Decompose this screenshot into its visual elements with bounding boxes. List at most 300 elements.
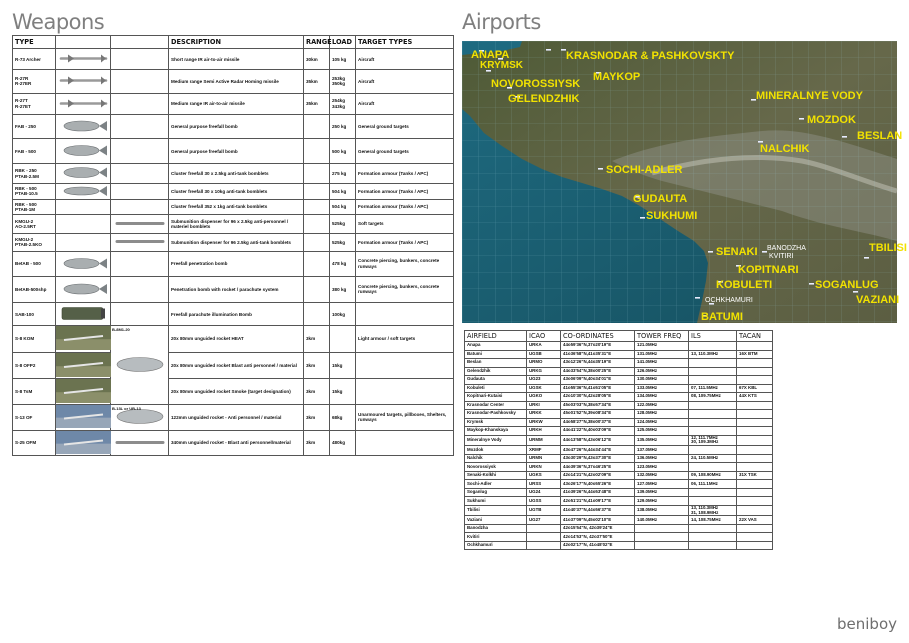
weapon-target-cell: Unarmoured targets, pillboxes, Shelters, runways [356, 405, 454, 430]
weapon-image [56, 164, 111, 181]
launcher-label-b13: B-13L or UB-13 [112, 406, 141, 412]
icao-cell: XRMF [527, 446, 561, 455]
coordinates-cell: 43o47'26"N,44o34'44"E [561, 446, 635, 455]
weapon-load-cell: 15kg [330, 378, 356, 404]
tower-freq-cell: 128.0MHz [635, 410, 689, 419]
tacan-cell [737, 401, 773, 410]
weapons-title: Weapons [12, 10, 105, 34]
airport-row [465, 376, 773, 385]
coordinates-cell: 41o39'26"N,44o53'48"E [561, 488, 635, 497]
airport-row [465, 359, 773, 368]
launcher-cell [111, 430, 169, 455]
icao-cell [527, 524, 561, 533]
weapons-header-range: RANGE [304, 36, 330, 49]
map-label: MAYKOP [593, 71, 641, 83]
map-label: OCHKHAMURI [705, 297, 753, 304]
weapon-image-cell [56, 352, 111, 378]
ils-cell [689, 427, 737, 436]
coordinates-cell: 43o30'29"N,43o37'30"E [561, 454, 635, 463]
map-label: BATUMI [701, 311, 743, 323]
ils-cell [689, 446, 737, 455]
weapon-image [56, 115, 111, 137]
weapon-type-cell: FAB - 500 [13, 139, 56, 164]
launcher-cell-b8 [111, 326, 169, 405]
weapon-image [56, 70, 111, 91]
weapon-image-cell [56, 276, 111, 302]
icao-cell: URKW [527, 418, 561, 427]
map-label: NOVOROSSIYSK [491, 78, 581, 90]
tacan-cell [737, 367, 773, 376]
weapons-header-launcher [111, 36, 169, 49]
tower-freq-cell: 125.0MHz [635, 427, 689, 436]
map-label: MINERALNYE VODY [756, 90, 863, 102]
tacan-cell [737, 524, 773, 533]
tacan-cell [737, 497, 773, 506]
tacan-cell [737, 342, 773, 351]
coordinates-cell: 45o01'52"N,39o08'34"E [561, 410, 635, 419]
tower-freq-cell: 136.0MHz [635, 454, 689, 463]
weapon-target-cell: Concrete piercing, bunkers, concrete runways [356, 276, 454, 302]
tacan-cell [737, 454, 773, 463]
map-label: SOGANLUG [815, 279, 879, 291]
launcher-cell [111, 214, 169, 233]
ils-cell [689, 533, 737, 542]
weapon-image [56, 353, 111, 377]
weapon-description-cell: 20x 80mm unguided rocket HEAT [169, 326, 304, 352]
weapon-image [56, 252, 111, 275]
airfield-cell: Anapa [465, 342, 527, 351]
tower-freq-cell: 135.0MHz [635, 435, 689, 446]
weapon-range-cell: 3km [304, 352, 330, 378]
airport-row [465, 463, 773, 472]
weapon-type-cell: RBK - 500 PTAB-10.5 [13, 183, 56, 199]
map-label: VAZIANI [856, 294, 900, 306]
weapons-row [13, 214, 454, 233]
airport-row [465, 497, 773, 506]
weapon-image-cell [56, 183, 111, 199]
weapon-image-cell [56, 405, 111, 430]
ils-cell [689, 410, 737, 419]
tower-freq-cell: 121.0MHz [635, 342, 689, 351]
icao-cell: URKI [527, 401, 561, 410]
tower-freq-cell: 132.0MHz [635, 471, 689, 480]
weapon-target-cell [356, 430, 454, 455]
icao-cell: UGKO [527, 393, 561, 402]
tacan-cell [737, 533, 773, 542]
weapon-range-cell: 35km [304, 70, 330, 93]
airfield-cell: Mineralnye Vody [465, 435, 527, 446]
weapon-description-cell: 20x 80mm unguided rocket Smoke (target designation) [169, 378, 304, 404]
airfield-cell: Kvitiri [465, 533, 527, 542]
weapon-target-cell: Aircraft [356, 93, 454, 114]
weapon-image-cell [56, 199, 111, 214]
weapon-type-cell: RBK - 250 PTAB-2.5M [13, 164, 56, 183]
airport-row [465, 480, 773, 489]
ils-cell [689, 488, 737, 497]
airports-header-ils: ILS [689, 331, 737, 342]
tower-freq-cell: 138.0MHz [635, 505, 689, 516]
airport-row [465, 350, 773, 359]
airfield-cell: Banodzha [465, 524, 527, 533]
launcher-cell [111, 70, 169, 93]
airfield-cell: Ochkhamuri [465, 541, 527, 550]
weapon-image [56, 326, 111, 350]
weapon-description-cell: Penetration bomb with rocket / parachute system [169, 276, 304, 302]
weapon-description-cell: 122mm unguided rocket - Anti personnel / material [169, 405, 304, 430]
icao-cell: UGSK [527, 384, 561, 393]
weapons-row [13, 405, 454, 430]
weapon-range-cell: 3km [304, 378, 330, 404]
ils-cell [689, 463, 737, 472]
coordinates-cell: 44o41'22"N,40o03'09"E [561, 427, 635, 436]
weapon-image [56, 184, 111, 198]
airfield-cell: Krasnodar-Pashkovsky [465, 410, 527, 419]
icao-cell: URMN [527, 454, 561, 463]
tower-freq-cell: 122.0MHz [635, 401, 689, 410]
airfield-cell: Senaki-Kolkhi [465, 471, 527, 480]
runway-marker [695, 297, 700, 299]
tower-freq-cell: 126.0MHz [635, 367, 689, 376]
tacan-cell [737, 376, 773, 385]
weapon-range-cell: 3km [304, 326, 330, 352]
weapon-image [56, 277, 111, 301]
coordinates-cell: 43o12'26"N,44o35'19"E [561, 359, 635, 368]
launcher-image [111, 215, 169, 232]
tacan-cell: 67X KBL [737, 384, 773, 393]
tower-freq-cell [635, 541, 689, 550]
coordinates-cell: 42o10'30"N,42o28'05"E [561, 393, 635, 402]
weapons-header-load: LOAD [330, 36, 356, 49]
airports-header-airfield: AIRFIELD [465, 331, 527, 342]
tacan-cell: 31X TSK [737, 471, 773, 480]
launcher-image [111, 431, 169, 454]
icao-cell: UGSS [527, 497, 561, 506]
tacan-cell [737, 505, 773, 516]
airport-row [465, 471, 773, 480]
ils-cell [689, 376, 737, 385]
airport-row [465, 446, 773, 455]
launcher-label-b8: B-8M1-20 [112, 327, 130, 333]
airfield-cell: Kobuleti [465, 384, 527, 393]
launcher-cell [111, 114, 169, 138]
coordinates-cell: 44o33'54"N,38o00'25"E [561, 367, 635, 376]
weapons-header-type: TYPE [13, 36, 56, 49]
launcher-cell-b13 [111, 405, 169, 430]
weapon-type-cell: S-8 TsM [13, 378, 56, 404]
icao-cell: URMO [527, 359, 561, 368]
launcher-image [111, 352, 169, 377]
weapons-row [13, 70, 454, 93]
coordinates-cell: 41o36'58"N,41o35'31"E [561, 350, 635, 359]
airport-row [465, 516, 773, 525]
tacan-cell [737, 435, 773, 446]
weapons-row [13, 183, 454, 199]
weapon-type-cell: R-73 Archer [13, 49, 56, 70]
ils-cell: 07, 111.5MHz [689, 384, 737, 393]
weapons-header-description: DESCRIPTION [169, 36, 304, 49]
weapon-target-cell: General ground targets [356, 114, 454, 138]
weapons-row [13, 164, 454, 183]
tacan-cell [737, 427, 773, 436]
airfield-cell: Novorossiysk [465, 463, 527, 472]
weapon-range-cell [304, 114, 330, 138]
weapon-target-cell: Concrete piercing, bunkers, concrete runways [356, 251, 454, 276]
tacan-cell [737, 359, 773, 368]
ils-cell [689, 359, 737, 368]
airports-body [465, 342, 773, 550]
weapon-image-cell [56, 93, 111, 114]
tacan-cell: 44X KTS [737, 393, 773, 402]
weapon-load-cell: 105 kg [330, 49, 356, 70]
coordinates-cell: 42o14'21"N,42o02'09"E [561, 471, 635, 480]
tower-freq-cell: 137.0MHz [635, 446, 689, 455]
weapon-target-cell: Formation armour (Tanks / APC) [356, 164, 454, 183]
weapon-description-cell: Cluster freefall 30 x 2.5kg anti-tank bomblets [169, 164, 304, 183]
icao-cell: URKN [527, 463, 561, 472]
airfield-cell: Nalchik [465, 454, 527, 463]
launcher-cell [111, 93, 169, 114]
tower-freq-cell: 130.0MHz [635, 376, 689, 385]
map-label: SOCHI-ADLER [606, 164, 683, 176]
weapon-target-cell [356, 378, 454, 404]
weapons-row [13, 378, 454, 404]
icao-cell: UGTB [527, 505, 561, 516]
coordinates-cell: 44o59'36"N,37o20'19"E [561, 342, 635, 351]
weapon-range-cell [304, 234, 330, 251]
tower-freq-cell: 140.0MHz [635, 516, 689, 525]
weapons-row [13, 352, 454, 378]
weapon-range-cell [304, 214, 330, 233]
weapon-description-cell: General purpose freefall bomb [169, 139, 304, 164]
weapon-image [56, 303, 111, 324]
icao-cell: URKA [527, 342, 561, 351]
map-label: TBILISI [869, 242, 907, 254]
weapon-image-cell [56, 378, 111, 404]
airports-table [464, 330, 773, 550]
tower-freq-cell [635, 524, 689, 533]
weapon-image [56, 405, 111, 428]
weapon-range-cell: 3km [304, 430, 330, 455]
tacan-cell [737, 410, 773, 419]
weapon-image-cell [56, 164, 111, 183]
airports-header-icao: ICAO [527, 331, 561, 342]
map-label: SENAKI [716, 246, 758, 258]
weapons-header-target-types: TARGET TYPES [356, 36, 454, 49]
ils-cell [689, 418, 737, 427]
weapon-description-cell: Freefall parachute illumination Bomb [169, 303, 304, 326]
weapon-range-cell: 30km [304, 49, 330, 70]
map-label: BANODZHA [767, 245, 806, 252]
launcher-cell [111, 251, 169, 276]
ils-cell: 12, 111.7MHz 30, 109.3MHz [689, 435, 737, 446]
ils-cell [689, 541, 737, 550]
icao-cell: URKG [527, 367, 561, 376]
ils-cell: 14, 108.75MHz [689, 516, 737, 525]
tower-freq-cell: 131.0MHz [635, 350, 689, 359]
weapon-image-cell [56, 251, 111, 276]
launcher-cell [111, 183, 169, 199]
runway-marker [598, 168, 603, 170]
coordinates-cell: 45o03'03"N,38o57'34"E [561, 401, 635, 410]
weapon-type-cell: KMGU-2 PTAB-2.5KO [13, 234, 56, 251]
runway-marker [708, 251, 713, 253]
airfield-cell: Sukhumi [465, 497, 527, 506]
airport-row [465, 393, 773, 402]
weapons-row [13, 114, 454, 138]
airport-row [465, 524, 773, 533]
airports-map [462, 41, 907, 323]
map-label: KOBULETI [716, 279, 773, 291]
runway-marker [546, 49, 551, 51]
weapon-type-cell: SAB-100 [13, 303, 56, 326]
runway-marker [640, 217, 645, 219]
weapon-target-cell: Formation armour (Tanks / APC) [356, 234, 454, 251]
weapon-description-cell: Medium range IR air-to-air missile [169, 93, 304, 114]
map-label: KRASNODAR & PASHKOVSKTY [566, 50, 735, 62]
tower-freq-cell: 129.0MHz [635, 497, 689, 506]
weapon-target-cell: Formation armour (Tanks / APC) [356, 199, 454, 214]
weapon-image [56, 94, 111, 113]
runway-marker [842, 136, 847, 138]
weapons-row [13, 251, 454, 276]
launcher-cell [111, 164, 169, 183]
coordinates-cell: 43o06'09"N,40o34'01"E [561, 376, 635, 385]
ils-cell: 13, 110.3MHz 31, 108.9MHz [689, 505, 737, 516]
runway-marker [853, 291, 858, 293]
weapons-header-row [13, 36, 454, 49]
map-label: KRYMSK [480, 60, 523, 71]
icao-cell: URMM [527, 435, 561, 446]
weapon-load-cell: 478 kg [330, 251, 356, 276]
weapons-row [13, 139, 454, 164]
weapon-range-cell [304, 251, 330, 276]
launcher-cell [111, 276, 169, 302]
airfield-cell: Maykop-Khanskaya [465, 427, 527, 436]
weapon-image-cell [56, 139, 111, 164]
airports-header-tacan: TACAN [737, 331, 773, 342]
coordinates-cell: 41o37'09"N,45o02'10"E [561, 516, 635, 525]
weapon-target-cell: Aircraft [356, 70, 454, 93]
weapon-load-cell: 250 kg [330, 114, 356, 138]
weapon-image-cell [56, 303, 111, 326]
weapon-description-cell: Freefall penetration bomb [169, 251, 304, 276]
weapon-load-cell: 254kg 343kg [330, 93, 356, 114]
weapon-type-cell: BetAB - 500 [13, 251, 56, 276]
weapon-image-cell [56, 430, 111, 455]
launcher-cell [111, 199, 169, 214]
launcher-cell [111, 49, 169, 70]
tacan-cell [737, 418, 773, 427]
airport-row [465, 410, 773, 419]
weapon-image [56, 49, 111, 68]
runway-marker [864, 257, 869, 259]
coordinates-cell: 44o13'58"N,43o06'12"E [561, 435, 635, 446]
weapons-row [13, 430, 454, 455]
weapon-description-cell: 20x 80mm unguided rocket Blast anti personnel / material [169, 352, 304, 378]
map-label: BESLAN [857, 130, 903, 142]
airfield-cell: Krymsk [465, 418, 527, 427]
weapon-load-cell: 68kg [330, 405, 356, 430]
airfield-cell: Batumi [465, 350, 527, 359]
weapon-load-cell [330, 326, 356, 352]
airfield-cell: Sochi-Adler [465, 480, 527, 489]
weapon-range-cell [304, 199, 330, 214]
airport-row [465, 435, 773, 446]
weapons-row [13, 234, 454, 251]
weapons-row [13, 276, 454, 302]
weapon-target-cell: Soft targets [356, 214, 454, 233]
tacan-cell: 16X BTM [737, 350, 773, 359]
launcher-cell [111, 234, 169, 251]
weapon-image-cell [56, 326, 111, 352]
weapon-range-cell [304, 303, 330, 326]
icao-cell: URSS [527, 480, 561, 489]
tower-freq-cell: 134.0MHz [635, 393, 689, 402]
weapon-target-cell [356, 352, 454, 378]
tacan-cell [737, 541, 773, 550]
weapon-type-cell: BetAB-500shp [13, 276, 56, 302]
tower-freq-cell: 141.0MHz [635, 359, 689, 368]
tower-freq-cell: 133.0MHz [635, 384, 689, 393]
tower-freq-cell: 124.0MHz [635, 418, 689, 427]
airfield-cell: Kopitnari-Kutaisi [465, 393, 527, 402]
weapons-row [13, 93, 454, 114]
weapon-target-cell: General ground targets [356, 139, 454, 164]
icao-cell: UG24 [527, 488, 561, 497]
weapon-image [56, 431, 111, 454]
airport-row [465, 367, 773, 376]
ils-cell: 09, 108.90MHz [689, 471, 737, 480]
weapon-description-cell: Submunition dispenser for 96 2.5kg anti-tank bomblets [169, 234, 304, 251]
icao-cell: URKH [527, 427, 561, 436]
airfield-cell: Tbilisi [465, 505, 527, 516]
map-graphic [462, 41, 907, 323]
weapon-type-cell: RBK - 500 PTAB-1M [13, 199, 56, 214]
tacan-cell: 22X VAS [737, 516, 773, 525]
airport-row [465, 427, 773, 436]
weapon-target-cell: Aircraft [356, 49, 454, 70]
ils-cell [689, 497, 737, 506]
icao-cell [527, 533, 561, 542]
airport-row [465, 541, 773, 550]
weapon-image-cell [56, 234, 111, 251]
ils-cell: 08, 109.75MHz [689, 393, 737, 402]
airfield-cell: Mozdok [465, 446, 527, 455]
tacan-cell [737, 480, 773, 489]
weapons-row [13, 303, 454, 326]
airports-header-row [465, 331, 773, 342]
airfield-cell: Gudauta [465, 376, 527, 385]
weapon-load-cell: 380 kg [330, 276, 356, 302]
weapon-description-cell: 340mm unguided rocket - Blast anti personnel/material [169, 430, 304, 455]
coordinates-cell: 42o02'17"N, 41o48'02"E [561, 541, 635, 550]
weapons-header-image [56, 36, 111, 49]
weapon-range-cell: 35km [304, 93, 330, 114]
map-label: KOPITNARI [738, 264, 799, 276]
weapon-load-cell: 275 kg [330, 164, 356, 183]
weapon-type-cell: S-8 OFP2 [13, 352, 56, 378]
tower-freq-cell: 123.0MHz [635, 463, 689, 472]
weapon-type-cell: R-27T R-27ET [13, 93, 56, 114]
airfield-cell: Soganlug [465, 488, 527, 497]
weapon-target-cell [356, 303, 454, 326]
map-label: SUKHUMI [646, 210, 698, 222]
weapon-range-cell [304, 139, 330, 164]
weapon-load-cell: 253kg 350kg [330, 70, 356, 93]
coordinates-cell: 42o51'21"N,41o09'17"E [561, 497, 635, 506]
airports-header-coordinates: CO-ORDINATES [561, 331, 635, 342]
runway-marker [799, 118, 804, 120]
